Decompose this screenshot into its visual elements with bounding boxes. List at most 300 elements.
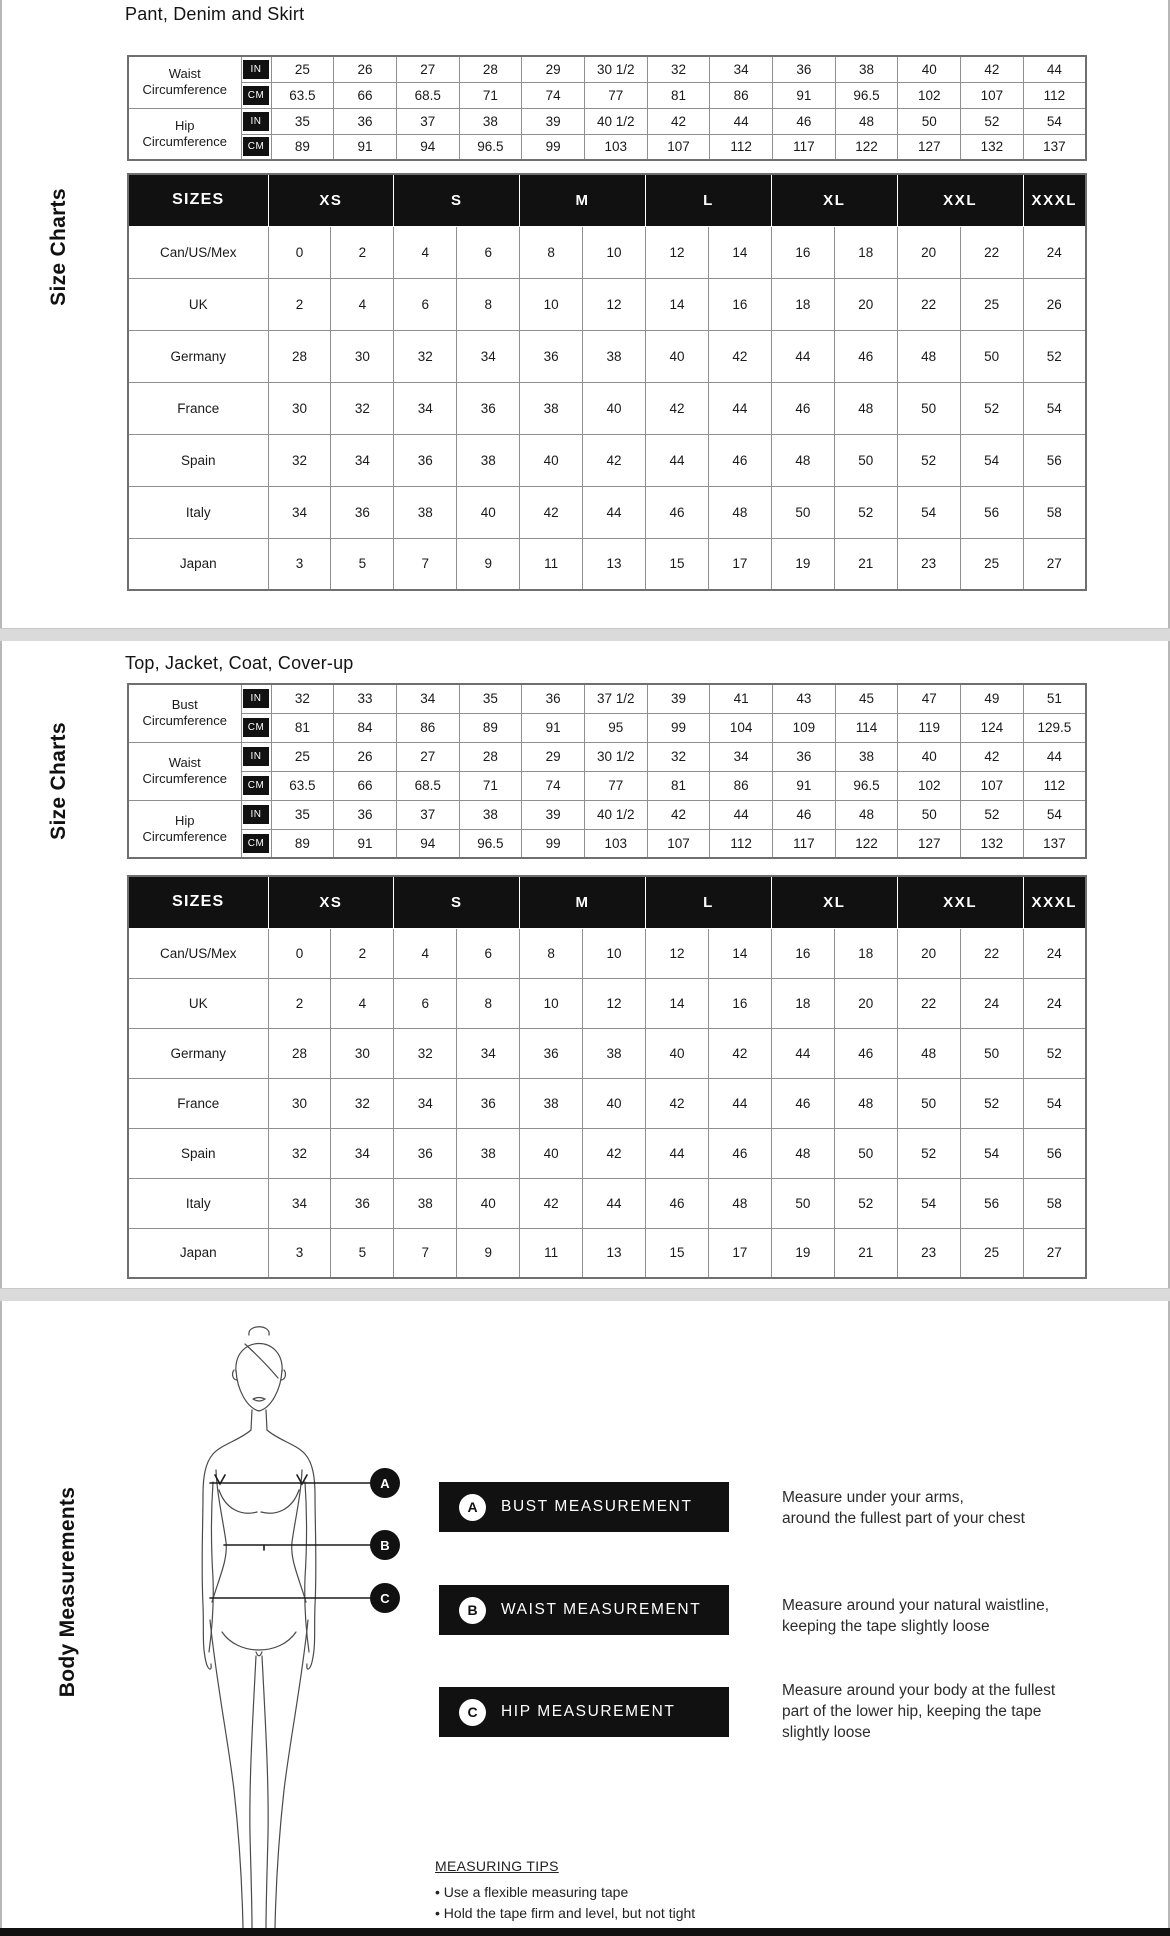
measurement-value-cell: 81 bbox=[271, 713, 334, 742]
size-value-cell: 10 bbox=[520, 278, 583, 330]
top-measurement-table bbox=[127, 683, 1087, 859]
region-row-label: Germany bbox=[128, 1028, 268, 1078]
size-value-cell: 46 bbox=[708, 434, 771, 486]
size-value-cell: 5 bbox=[331, 1228, 394, 1278]
size-group-header: XL bbox=[771, 174, 897, 226]
size-value-cell: 6 bbox=[457, 226, 520, 278]
measurement-value-cell: 107 bbox=[647, 134, 710, 160]
size-value-cell: 22 bbox=[897, 278, 960, 330]
size-value-cell: 18 bbox=[834, 226, 897, 278]
size-group-header: S bbox=[394, 876, 520, 928]
bust-letter-badge: A bbox=[459, 1494, 486, 1521]
measurement-value-cell: 37 bbox=[396, 800, 459, 829]
size-value-cell: 42 bbox=[708, 330, 771, 382]
measurement-value-cell: 42 bbox=[961, 742, 1024, 771]
measurement-value-cell: 45 bbox=[835, 684, 898, 713]
size-value-cell: 44 bbox=[583, 486, 646, 538]
size-value-cell: 54 bbox=[1023, 1078, 1086, 1128]
size-table-row bbox=[128, 382, 1086, 434]
size-group-header: S bbox=[394, 174, 520, 226]
size-group-header: XS bbox=[268, 876, 394, 928]
measurement-value-cell: 77 bbox=[584, 771, 647, 800]
size-value-cell: 56 bbox=[1023, 434, 1086, 486]
size-value-cell: 40 bbox=[520, 434, 583, 486]
size-value-cell: 30 bbox=[331, 1028, 394, 1078]
unit-cell bbox=[241, 56, 271, 82]
measurement-value-cell: 36 bbox=[773, 56, 836, 82]
size-value-cell: 36 bbox=[394, 434, 457, 486]
measurement-value-cell: 39 bbox=[522, 108, 585, 134]
size-value-cell: 10 bbox=[583, 928, 646, 978]
text-line: • Use a flexible measuring tape bbox=[435, 1884, 629, 1900]
size-value-cell: 8 bbox=[520, 928, 583, 978]
size-table-row bbox=[128, 1078, 1086, 1128]
size-value-cell: 14 bbox=[708, 226, 771, 278]
measurement-value-cell: 91 bbox=[773, 771, 836, 800]
size-value-cell: 32 bbox=[331, 1078, 394, 1128]
section-title-pant: Pant, Denim and Skirt bbox=[125, 4, 305, 24]
size-value-cell: 50 bbox=[960, 1028, 1023, 1078]
size-group-header: XL bbox=[771, 876, 897, 928]
size-value-cell: 25 bbox=[960, 1228, 1023, 1278]
size-value-cell: 15 bbox=[646, 1228, 709, 1278]
size-value-cell: 30 bbox=[268, 382, 331, 434]
size-value-cell: 36 bbox=[331, 486, 394, 538]
size-value-cell: 19 bbox=[771, 538, 834, 590]
measurement-value-cell: 89 bbox=[271, 829, 334, 858]
size-value-cell: 46 bbox=[646, 486, 709, 538]
measuring-tips-list bbox=[435, 1882, 695, 1924]
size-value-cell: 18 bbox=[834, 928, 897, 978]
measurement-value-cell: 48 bbox=[835, 800, 898, 829]
section-body-measurements bbox=[0, 1301, 1170, 1928]
unit-badge-cm: CM bbox=[243, 718, 269, 737]
measurement-value-cell: 117 bbox=[773, 134, 836, 160]
size-value-cell: 48 bbox=[771, 1128, 834, 1178]
size-value-cell: 6 bbox=[457, 928, 520, 978]
size-value-cell: 4 bbox=[394, 226, 457, 278]
measurement-value-cell: 25 bbox=[271, 742, 334, 771]
size-value-cell: 18 bbox=[771, 278, 834, 330]
size-value-cell: 6 bbox=[394, 978, 457, 1028]
measurement-value-cell: 86 bbox=[710, 771, 773, 800]
size-value-cell: 38 bbox=[457, 434, 520, 486]
measurement-value-cell: 95 bbox=[584, 713, 647, 742]
size-value-cell: 27 bbox=[1023, 538, 1086, 590]
unit-badge-cm: CM bbox=[243, 834, 269, 853]
size-table-row bbox=[128, 538, 1086, 590]
size-table-row bbox=[128, 1228, 1086, 1278]
unit-cell bbox=[241, 742, 271, 771]
body-figure-illustration bbox=[152, 1320, 422, 1928]
section-title-top: Top, Jacket, Coat, Cover-up bbox=[125, 653, 354, 673]
measurement-value-cell: 54 bbox=[1023, 108, 1086, 134]
measurement-value-cell: 27 bbox=[396, 56, 459, 82]
unit-badge-cm: CM bbox=[243, 776, 269, 795]
measurement-value-cell: 91 bbox=[522, 713, 585, 742]
size-value-cell: 16 bbox=[771, 226, 834, 278]
measurement-value-cell: 107 bbox=[961, 82, 1024, 108]
measurement-value-cell: 112 bbox=[710, 829, 773, 858]
measurement-value-cell: 44 bbox=[1023, 56, 1086, 82]
measurement-row-label bbox=[128, 742, 241, 800]
measurement-value-cell: 44 bbox=[1023, 742, 1086, 771]
size-value-cell: 18 bbox=[771, 978, 834, 1028]
label-line: Circumference bbox=[142, 133, 228, 149]
measurement-value-cell: 52 bbox=[961, 108, 1024, 134]
size-value-cell: 32 bbox=[268, 1128, 331, 1178]
size-table-row bbox=[128, 226, 1086, 278]
measurement-value-cell: 44 bbox=[710, 800, 773, 829]
size-table-row bbox=[128, 278, 1086, 330]
measurement-value-cell: 103 bbox=[584, 134, 647, 160]
size-value-cell: 52 bbox=[1023, 1028, 1086, 1078]
size-value-cell: 24 bbox=[1023, 978, 1086, 1028]
size-value-cell: 32 bbox=[331, 382, 394, 434]
size-value-cell: 46 bbox=[771, 382, 834, 434]
size-group-header: XXXL bbox=[1023, 174, 1086, 226]
measurement-value-cell: 74 bbox=[522, 771, 585, 800]
measurement-value-cell: 36 bbox=[773, 742, 836, 771]
size-value-cell: 10 bbox=[583, 226, 646, 278]
size-value-cell: 2 bbox=[331, 226, 394, 278]
text-line: • Hold the tape firm and level, but not tight bbox=[435, 1905, 696, 1921]
size-value-cell: 22 bbox=[897, 978, 960, 1028]
size-value-cell: 20 bbox=[897, 928, 960, 978]
label-line: Circumference bbox=[142, 771, 228, 786]
size-table-row bbox=[128, 978, 1086, 1028]
measurement-value-cell: 40 1/2 bbox=[584, 800, 647, 829]
size-value-cell: 38 bbox=[583, 330, 646, 382]
section-top-jacket-coat bbox=[0, 641, 1170, 1288]
measurement-value-cell: 102 bbox=[898, 771, 961, 800]
measurement-value-cell: 96.5 bbox=[459, 829, 522, 858]
size-value-cell: 56 bbox=[960, 1178, 1023, 1228]
size-value-cell: 48 bbox=[834, 382, 897, 434]
measurement-value-cell: 112 bbox=[710, 134, 773, 160]
size-value-cell: 22 bbox=[960, 226, 1023, 278]
size-value-cell: 28 bbox=[268, 1028, 331, 1078]
measurement-value-cell: 42 bbox=[647, 108, 710, 134]
size-value-cell: 0 bbox=[268, 928, 331, 978]
text-line: part of the lower hip, keeping the tape bbox=[782, 1703, 1042, 1720]
hip-letter-badge: C bbox=[459, 1699, 486, 1726]
measurement-value-cell: 96.5 bbox=[835, 82, 898, 108]
measurement-value-cell: 119 bbox=[898, 713, 961, 742]
size-value-cell: 23 bbox=[897, 538, 960, 590]
unit-cell bbox=[241, 82, 271, 108]
measurement-value-cell: 26 bbox=[334, 56, 397, 82]
size-value-cell: 30 bbox=[331, 330, 394, 382]
size-value-cell: 8 bbox=[457, 978, 520, 1028]
size-value-cell: 42 bbox=[583, 1128, 646, 1178]
hip-marker-letter: C bbox=[380, 1591, 390, 1606]
measurement-value-cell: 34 bbox=[396, 684, 459, 713]
measurement-value-cell: 86 bbox=[396, 713, 459, 742]
size-value-cell: 16 bbox=[708, 978, 771, 1028]
size-value-cell: 32 bbox=[394, 330, 457, 382]
size-value-cell: 58 bbox=[1023, 486, 1086, 538]
measurement-value-cell: 63.5 bbox=[271, 82, 334, 108]
size-value-cell: 52 bbox=[897, 434, 960, 486]
measurement-value-cell: 129.5 bbox=[1023, 713, 1086, 742]
size-value-cell: 0 bbox=[268, 226, 331, 278]
measurement-value-cell: 137 bbox=[1023, 134, 1086, 160]
size-value-cell: 54 bbox=[897, 1178, 960, 1228]
measurement-value-cell: 81 bbox=[647, 771, 710, 800]
size-value-cell: 34 bbox=[331, 434, 394, 486]
label-line: Circumference bbox=[142, 713, 228, 729]
size-value-cell: 36 bbox=[457, 1078, 520, 1128]
measurement-value-cell: 30 1/2 bbox=[584, 56, 647, 82]
side-label-size-charts-1: Size Charts bbox=[47, 188, 70, 306]
bust-measurement-box bbox=[439, 1482, 729, 1532]
measurement-value-cell: 94 bbox=[396, 134, 459, 160]
pant-sizes-table bbox=[127, 173, 1087, 591]
measurement-value-cell: 81 bbox=[647, 82, 710, 108]
figure-markers bbox=[370, 1468, 400, 1613]
measurement-value-cell: 117 bbox=[773, 829, 836, 858]
size-value-cell: 4 bbox=[331, 278, 394, 330]
size-value-cell: 52 bbox=[960, 382, 1023, 434]
size-value-cell: 4 bbox=[331, 978, 394, 1028]
size-value-cell: 3 bbox=[268, 538, 331, 590]
measurement-row-label bbox=[128, 684, 241, 742]
size-value-cell: 28 bbox=[268, 330, 331, 382]
measurement-value-cell: 48 bbox=[835, 108, 898, 134]
unit-badge-in: IN bbox=[243, 112, 269, 131]
measurement-value-cell: 132 bbox=[961, 134, 1024, 160]
measurement-value-cell: 91 bbox=[773, 82, 836, 108]
text-line: Measure around your body at the fullest bbox=[782, 1682, 1056, 1699]
unit-badge-in: IN bbox=[243, 60, 269, 79]
size-value-cell: 36 bbox=[520, 1028, 583, 1078]
measurement-value-cell: 46 bbox=[773, 108, 836, 134]
size-value-cell: 20 bbox=[834, 978, 897, 1028]
measurement-value-cell: 112 bbox=[1023, 82, 1086, 108]
size-value-cell: 24 bbox=[960, 978, 1023, 1028]
measurement-value-cell: 127 bbox=[898, 829, 961, 858]
size-value-cell: 36 bbox=[520, 330, 583, 382]
size-value-cell: 9 bbox=[457, 538, 520, 590]
measurement-value-cell: 107 bbox=[647, 829, 710, 858]
size-value-cell: 38 bbox=[583, 1028, 646, 1078]
size-value-cell: 58 bbox=[1023, 1178, 1086, 1228]
measurement-value-cell: 40 1/2 bbox=[584, 108, 647, 134]
measurement-value-cell: 25 bbox=[271, 56, 334, 82]
measurement-row-label bbox=[128, 108, 241, 160]
unit-cell bbox=[241, 134, 271, 160]
size-value-cell: 38 bbox=[520, 382, 583, 434]
measurement-value-cell: 96.5 bbox=[835, 771, 898, 800]
measurement-value-cell: 39 bbox=[647, 684, 710, 713]
hip-measurement-box bbox=[439, 1687, 729, 1737]
measurement-value-cell: 122 bbox=[835, 134, 898, 160]
measurement-row-label bbox=[128, 56, 241, 108]
size-value-cell: 48 bbox=[771, 434, 834, 486]
size-group-header: XXXL bbox=[1023, 876, 1086, 928]
size-value-cell: 36 bbox=[331, 1178, 394, 1228]
size-value-cell: 21 bbox=[834, 538, 897, 590]
measurement-value-cell: 35 bbox=[271, 108, 334, 134]
size-value-cell: 46 bbox=[834, 330, 897, 382]
waist-measurement-title: WAIST MEASUREMENT bbox=[501, 1601, 702, 1618]
size-value-cell: 34 bbox=[457, 330, 520, 382]
size-value-cell: 40 bbox=[583, 382, 646, 434]
measurement-value-cell: 127 bbox=[898, 134, 961, 160]
size-value-cell: 46 bbox=[771, 1078, 834, 1128]
size-value-cell: 21 bbox=[834, 1228, 897, 1278]
section-divider bbox=[0, 1288, 1170, 1301]
measurement-value-cell: 38 bbox=[459, 800, 522, 829]
size-value-cell: 17 bbox=[708, 1228, 771, 1278]
waist-marker-letter: B bbox=[380, 1538, 390, 1553]
size-value-cell: 34 bbox=[331, 1128, 394, 1178]
measurement-row-label bbox=[128, 800, 241, 858]
measurement-value-cell: 124 bbox=[961, 713, 1024, 742]
measurement-value-cell: 137 bbox=[1023, 829, 1086, 858]
sizes-header-label: SIZES bbox=[128, 174, 268, 226]
size-group-header: M bbox=[520, 174, 646, 226]
size-value-cell: 17 bbox=[708, 538, 771, 590]
measurement-value-cell: 29 bbox=[522, 742, 585, 771]
region-row-label: Italy bbox=[128, 1178, 268, 1228]
size-value-cell: 14 bbox=[646, 978, 709, 1028]
bust-measurement-description bbox=[782, 1487, 1112, 1529]
size-value-cell: 23 bbox=[897, 1228, 960, 1278]
size-value-cell: 40 bbox=[646, 330, 709, 382]
size-value-cell: 54 bbox=[960, 1128, 1023, 1178]
size-value-cell: 3 bbox=[268, 1228, 331, 1278]
size-value-cell: 22 bbox=[960, 928, 1023, 978]
size-value-cell: 14 bbox=[708, 928, 771, 978]
measurement-value-cell: 34 bbox=[710, 56, 773, 82]
text-line: around the fullest part of your chest bbox=[782, 1510, 1025, 1527]
measurement-value-cell: 32 bbox=[271, 684, 334, 713]
size-value-cell: 34 bbox=[268, 1178, 331, 1228]
size-value-cell: 13 bbox=[583, 538, 646, 590]
size-value-cell: 48 bbox=[834, 1078, 897, 1128]
region-row-label: Germany bbox=[128, 330, 268, 382]
size-value-cell: 12 bbox=[646, 226, 709, 278]
region-row-label: Japan bbox=[128, 1228, 268, 1278]
size-value-cell: 5 bbox=[331, 538, 394, 590]
section-divider bbox=[0, 628, 1170, 641]
size-value-cell: 16 bbox=[708, 278, 771, 330]
measuring-tips-heading: MEASURING TIPS bbox=[435, 1858, 559, 1874]
measurement-value-cell: 77 bbox=[584, 82, 647, 108]
region-row-label: UK bbox=[128, 278, 268, 330]
text-line: Measure under your arms, bbox=[782, 1489, 964, 1506]
size-table-row bbox=[128, 486, 1086, 538]
size-value-cell: 50 bbox=[771, 486, 834, 538]
measurement-value-cell: 50 bbox=[898, 800, 961, 829]
measurement-value-cell: 68.5 bbox=[396, 82, 459, 108]
unit-badge-in: IN bbox=[243, 689, 269, 708]
unit-cell bbox=[241, 108, 271, 134]
side-label-size-charts-2: Size Charts bbox=[47, 722, 70, 840]
label-line: Bust bbox=[171, 697, 198, 713]
size-value-cell: 8 bbox=[520, 226, 583, 278]
size-value-cell: 34 bbox=[268, 486, 331, 538]
measurement-value-cell: 99 bbox=[522, 829, 585, 858]
measurement-value-cell: 44 bbox=[710, 108, 773, 134]
size-value-cell: 50 bbox=[897, 1078, 960, 1128]
size-value-cell: 50 bbox=[834, 1128, 897, 1178]
measurement-value-cell: 43 bbox=[773, 684, 836, 713]
size-value-cell: 38 bbox=[457, 1128, 520, 1178]
measurement-value-cell: 66 bbox=[334, 771, 397, 800]
measurement-value-cell: 66 bbox=[334, 82, 397, 108]
size-table-row bbox=[128, 1028, 1086, 1078]
size-value-cell: 40 bbox=[583, 1078, 646, 1128]
measurement-value-cell: 27 bbox=[396, 742, 459, 771]
size-group-header: L bbox=[646, 174, 772, 226]
top-sizes-table bbox=[127, 875, 1087, 1279]
measurement-value-cell: 50 bbox=[898, 108, 961, 134]
size-value-cell: 54 bbox=[1023, 382, 1086, 434]
size-group-header: XXL bbox=[897, 876, 1023, 928]
measurement-value-cell: 35 bbox=[459, 684, 522, 713]
measurement-value-cell: 28 bbox=[459, 742, 522, 771]
size-value-cell: 12 bbox=[583, 978, 646, 1028]
size-value-cell: 15 bbox=[646, 538, 709, 590]
hip-measurement-title: HIP MEASUREMENT bbox=[501, 1703, 676, 1720]
size-value-cell: 42 bbox=[520, 486, 583, 538]
waist-letter-badge: B bbox=[459, 1597, 486, 1624]
measurement-value-cell: 71 bbox=[459, 771, 522, 800]
side-label-body-measurements: Body Measurements bbox=[56, 1486, 79, 1698]
size-table-row bbox=[128, 1178, 1086, 1228]
measurement-value-cell: 122 bbox=[835, 829, 898, 858]
unit-cell bbox=[241, 713, 271, 742]
size-value-cell: 40 bbox=[520, 1128, 583, 1178]
size-value-cell: 36 bbox=[457, 382, 520, 434]
label-line: Waist bbox=[168, 66, 201, 82]
text-line: slightly loose bbox=[782, 1724, 871, 1741]
waist-measurement-description bbox=[782, 1595, 1112, 1637]
size-value-cell: 12 bbox=[583, 278, 646, 330]
size-value-cell: 9 bbox=[457, 1228, 520, 1278]
hip-measurement-description bbox=[782, 1680, 1112, 1743]
size-value-cell: 44 bbox=[583, 1178, 646, 1228]
measurement-value-cell: 46 bbox=[773, 800, 836, 829]
size-value-cell: 8 bbox=[457, 278, 520, 330]
size-value-cell: 32 bbox=[268, 434, 331, 486]
measurement-value-cell: 109 bbox=[773, 713, 836, 742]
size-value-cell: 52 bbox=[834, 1178, 897, 1228]
size-value-cell: 7 bbox=[394, 1228, 457, 1278]
measurement-value-cell: 36 bbox=[334, 108, 397, 134]
size-table-row bbox=[128, 1128, 1086, 1178]
measurement-value-cell: 42 bbox=[961, 56, 1024, 82]
waist-measurement-box bbox=[439, 1585, 729, 1635]
measurement-value-cell: 37 bbox=[396, 108, 459, 134]
size-value-cell: 44 bbox=[646, 1128, 709, 1178]
measurement-value-cell: 107 bbox=[961, 771, 1024, 800]
size-value-cell: 42 bbox=[646, 382, 709, 434]
measurement-value-cell: 33 bbox=[334, 684, 397, 713]
measurement-value-cell: 52 bbox=[961, 800, 1024, 829]
measurement-value-cell: 102 bbox=[898, 82, 961, 108]
size-value-cell: 11 bbox=[520, 1228, 583, 1278]
measurement-value-cell: 29 bbox=[522, 56, 585, 82]
size-value-cell: 42 bbox=[646, 1078, 709, 1128]
region-row-label: Can/US/Mex bbox=[128, 928, 268, 978]
measurement-value-cell: 37 1/2 bbox=[584, 684, 647, 713]
size-value-cell: 52 bbox=[1023, 330, 1086, 382]
size-value-cell: 34 bbox=[457, 1028, 520, 1078]
